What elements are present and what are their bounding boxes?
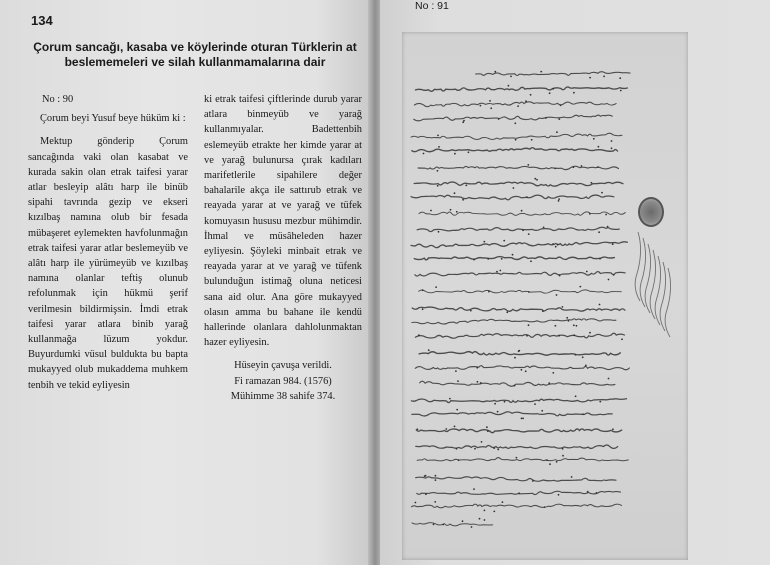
script-dot: [607, 226, 609, 228]
script-dot: [576, 325, 578, 327]
script-dot: [454, 426, 456, 428]
script-line: [412, 148, 618, 152]
script-dot: [555, 325, 557, 327]
script-dot: [473, 259, 475, 261]
script-dot: [546, 459, 548, 461]
script-dot: [575, 354, 577, 356]
script-dot: [558, 494, 560, 496]
script-dot: [425, 493, 427, 495]
script-dot: [556, 294, 558, 296]
script-dot: [494, 403, 496, 405]
script-dot: [522, 229, 524, 231]
script-dot: [512, 254, 514, 256]
script-dot: [525, 100, 527, 102]
script-dot: [568, 320, 570, 322]
script-dot: [579, 286, 581, 288]
script-dot: [591, 182, 593, 184]
script-dot: [599, 304, 601, 306]
script-dot: [552, 88, 554, 90]
script-dot: [438, 146, 440, 148]
addressee-line: Çorum beyi Yusuf beye hüküm ki :: [40, 113, 186, 125]
script-dot: [456, 409, 458, 411]
script-dot: [480, 105, 482, 107]
script-line: [411, 399, 626, 403]
script-dot: [513, 187, 515, 189]
script-dot: [417, 428, 419, 430]
script-dot: [425, 475, 427, 477]
script-dot: [599, 401, 601, 403]
script-dot: [499, 270, 501, 272]
script-line: [412, 307, 625, 311]
script-dot: [479, 518, 481, 520]
script-dot: [428, 349, 430, 351]
script-dot: [506, 311, 508, 313]
script-dot: [493, 511, 495, 513]
script-dot: [483, 241, 485, 243]
script-dot: [587, 491, 589, 493]
script-dot: [589, 213, 591, 215]
script-dot: [573, 92, 575, 94]
script-line: [419, 290, 622, 293]
script-dot: [450, 209, 452, 211]
script-dot: [514, 385, 516, 387]
script-dot: [497, 449, 499, 451]
script-dot: [534, 178, 536, 180]
delivery-note: Hüseyin çavuşa verildi.: [234, 360, 332, 372]
script-dot: [611, 140, 613, 142]
script-dot: [474, 448, 476, 450]
script-dot: [481, 441, 483, 443]
script-dot: [457, 380, 459, 382]
script-dot: [437, 170, 439, 172]
script-line: [412, 523, 493, 526]
script-dot: [504, 401, 506, 403]
script-dot: [422, 308, 424, 310]
script-dot: [562, 306, 564, 308]
script-line: [414, 115, 613, 121]
script-dot: [599, 258, 601, 260]
script-line: [414, 102, 616, 107]
script-dot: [560, 104, 562, 106]
script-dot: [435, 475, 437, 477]
script-dot: [470, 310, 472, 312]
script-dot: [552, 372, 554, 374]
script-line: [412, 319, 616, 324]
script-dot: [545, 117, 547, 119]
script-dot: [612, 428, 614, 430]
script-dot: [442, 524, 444, 526]
body-text-left: Mektup gönderip Çorum sancağında vaki olan kasabat ve kurada sakin olan etrak taifesi yarar atlar besleyip alâtı harp ile binüb sipahi tavrında gezip ve ekseri kızılbaş namına olub bir fesada mübaşeret eylemekten havfolunmağın etrak taifesi yarar atlar beslemeyüb ve alâtı harp ile yürümeyüb ve kızılbaş namına olanlar teftiş olunub refolunmak için hükmü şerif verilmesin bildirmişsin. İmdi etrak taifesi yarar atlara binib yarağ kullanmağa lüzum yokdur. Buyurdumki vüsul buldukta bu bapta mukayyed olub mukaddema muhkem tenbih ve tekid eyliyesin: [28, 136, 188, 391]
manuscript-facsimile-image: [402, 32, 688, 560]
script-dot: [484, 510, 486, 512]
script-dot: [542, 310, 544, 312]
script-dot: [562, 448, 564, 450]
script-dot: [455, 370, 457, 372]
script-dot: [598, 146, 600, 148]
script-dot: [559, 275, 561, 277]
script-dot: [514, 122, 516, 124]
script-dot: [541, 410, 543, 412]
script-line: [415, 333, 624, 338]
script-dot: [462, 520, 464, 522]
script-dot: [477, 381, 479, 383]
script-dot: [597, 166, 599, 168]
document-number: No : 90: [42, 94, 74, 105]
script-dot: [480, 382, 482, 384]
document-number-right: No : 91: [415, 0, 449, 12]
script-dot: [488, 291, 490, 293]
script-dot: [528, 291, 530, 293]
script-dot: [596, 492, 598, 494]
script-dot: [558, 200, 560, 202]
script-dot: [423, 153, 425, 155]
script-dot: [526, 196, 528, 198]
script-dot: [433, 524, 435, 526]
script-line: [476, 72, 630, 76]
seal-stamp-icon: [638, 197, 664, 227]
left-page: [0, 0, 372, 565]
script-dot: [430, 210, 432, 212]
script-dot: [562, 455, 564, 457]
script-line: [419, 352, 620, 356]
script-dot: [571, 476, 573, 478]
script-dot: [575, 395, 577, 397]
script-dot: [463, 120, 465, 122]
script-line: [411, 133, 622, 139]
source-reference: Mühimme 38 sahife 374.: [230, 390, 336, 402]
right-page: [380, 0, 770, 565]
script-dot: [476, 367, 478, 369]
script-dot: [549, 463, 551, 465]
script-dot: [621, 338, 623, 340]
script-dot: [582, 356, 584, 358]
script-dot: [521, 418, 523, 420]
script-dot: [454, 153, 456, 155]
script-dot: [502, 501, 504, 503]
script-line: [416, 445, 618, 449]
script-dot: [484, 519, 486, 521]
script-dot: [613, 274, 615, 276]
script-dot: [518, 350, 520, 352]
script-line: [415, 272, 625, 276]
script-dot: [558, 118, 560, 120]
script-dot: [489, 100, 491, 102]
script-dot: [486, 426, 488, 428]
script-line: [416, 477, 616, 482]
script-line: [412, 412, 612, 416]
script-dot: [490, 107, 492, 109]
script-dot: [530, 94, 532, 96]
script-line: [415, 366, 629, 370]
script-dot: [536, 179, 538, 181]
script-line: [416, 429, 621, 433]
script-dot: [493, 447, 495, 449]
script-line: [411, 242, 627, 248]
script-dot: [471, 526, 473, 528]
script-dot: [510, 76, 512, 78]
script-dot: [422, 289, 424, 291]
script-dot: [514, 357, 516, 359]
script-dot: [528, 324, 530, 326]
script-dot: [515, 139, 517, 141]
script-dot: [526, 335, 528, 337]
script-dot: [435, 286, 437, 288]
script-line: [411, 195, 614, 200]
script-dot: [531, 139, 533, 141]
page-number: 134: [31, 13, 53, 28]
script-line: [411, 504, 621, 508]
script-dot: [554, 168, 556, 170]
script-line: [419, 212, 625, 216]
script-dot: [581, 165, 583, 167]
body-text-right: ki etrak taifesi çiftlerinde durub yarar atlara binmeyüb ve yarağ kullanmıyalar. Badettenbih eslemeyüb etrakte her kimde yarar at ve yarağ bulunursa çırak kadıları marifetlerile sipahilere değer bahalarile akça ile sattırub etrak ve reayada yarar at ve yarağ ve tüfek komuyasın hususu mezbur mühimdir. İhmal ve müsâheleden hazer eyliyesin. Şöyleki minbait etrak ve reayada yarar at ve yarağ ve tüfenk bulunduğun istimağ oluna neticesi sana aid olur. Ana göre mukayyed olasın amma bu bahane ile kendü hallerinde olanlara dahlolunmaktan hazer eyliyesin.: [204, 94, 362, 349]
script-dot: [598, 231, 600, 233]
script-dot: [528, 233, 530, 235]
script-dot: [462, 121, 464, 123]
script-dot: [585, 365, 587, 367]
text-column-right: [204, 92, 362, 404]
script-dot: [496, 271, 498, 273]
script-dot: [456, 211, 458, 213]
script-dot: [434, 501, 436, 503]
script-dot: [456, 448, 458, 450]
script-dot: [586, 271, 588, 273]
document-title: Çorum sancağı, kasaba ve köylerinde oturan Türklerin at beslememeleri ve silah kullanmamalarına dair: [33, 40, 357, 69]
script-dot: [582, 413, 584, 415]
script-dot: [543, 227, 545, 229]
script-dot: [555, 246, 557, 248]
script-dot: [517, 105, 519, 107]
script-dot: [544, 506, 546, 508]
script-line: [418, 166, 618, 169]
script-dot: [516, 457, 518, 459]
script-dot: [525, 370, 527, 372]
script-dot: [497, 411, 499, 413]
script-dot: [608, 378, 610, 380]
script-dot: [473, 488, 475, 490]
script-dot: [573, 166, 575, 168]
script-dot: [601, 192, 603, 194]
script-dot: [418, 334, 420, 336]
script-dot: [589, 77, 591, 79]
script-dot: [540, 71, 542, 73]
script-dot: [556, 461, 558, 463]
script-dot: [503, 240, 505, 242]
script-dot: [445, 428, 447, 430]
script-dot: [494, 71, 496, 73]
script-dot: [558, 198, 560, 200]
script-dot: [527, 164, 529, 166]
script-dot: [573, 324, 575, 326]
script-dot: [438, 231, 440, 233]
script-dot: [518, 492, 520, 494]
script-dot: [532, 480, 534, 482]
script-dot: [558, 335, 560, 337]
script-dot: [458, 459, 460, 461]
script-dot: [498, 118, 500, 120]
script-line: [414, 257, 614, 260]
script-dot: [593, 138, 595, 140]
script-dot: [566, 317, 568, 319]
script-dot: [449, 398, 451, 400]
manuscript-script-lines: [402, 32, 688, 560]
script-line: [417, 458, 628, 461]
script-dot: [530, 260, 532, 262]
script-dot: [603, 76, 605, 78]
date-line: Fi ramazan 984. (1576): [234, 375, 332, 387]
script-dot: [435, 479, 437, 481]
script-line: [417, 227, 619, 231]
script-dot: [573, 334, 575, 336]
script-dot: [508, 85, 510, 87]
script-dot: [608, 279, 610, 281]
script-dot: [465, 185, 467, 187]
script-dot: [521, 210, 523, 212]
script-dot: [521, 369, 523, 371]
script-dot: [589, 332, 591, 334]
script-dot: [620, 90, 622, 92]
script-dot: [522, 418, 524, 420]
script-dot: [437, 135, 439, 137]
script-dot: [548, 382, 550, 384]
script-dot: [549, 92, 551, 94]
script-dot: [468, 151, 470, 153]
script-dot: [487, 430, 489, 432]
script-line: [416, 87, 628, 91]
script-dot: [487, 258, 489, 260]
script-dot: [612, 243, 614, 245]
script-line: [420, 381, 615, 386]
script-dot: [611, 147, 613, 149]
script-dot: [501, 258, 503, 260]
script-dot: [605, 214, 607, 216]
script-dot: [552, 243, 554, 245]
script-dot: [556, 131, 558, 133]
script-dot: [454, 192, 456, 194]
text-column-left: [28, 92, 188, 393]
script-dot: [619, 77, 621, 79]
script-dot: [437, 185, 439, 187]
script-dot: [415, 502, 417, 504]
script-dot: [534, 403, 536, 405]
script-dot: [557, 244, 559, 246]
script-dot: [462, 199, 464, 201]
